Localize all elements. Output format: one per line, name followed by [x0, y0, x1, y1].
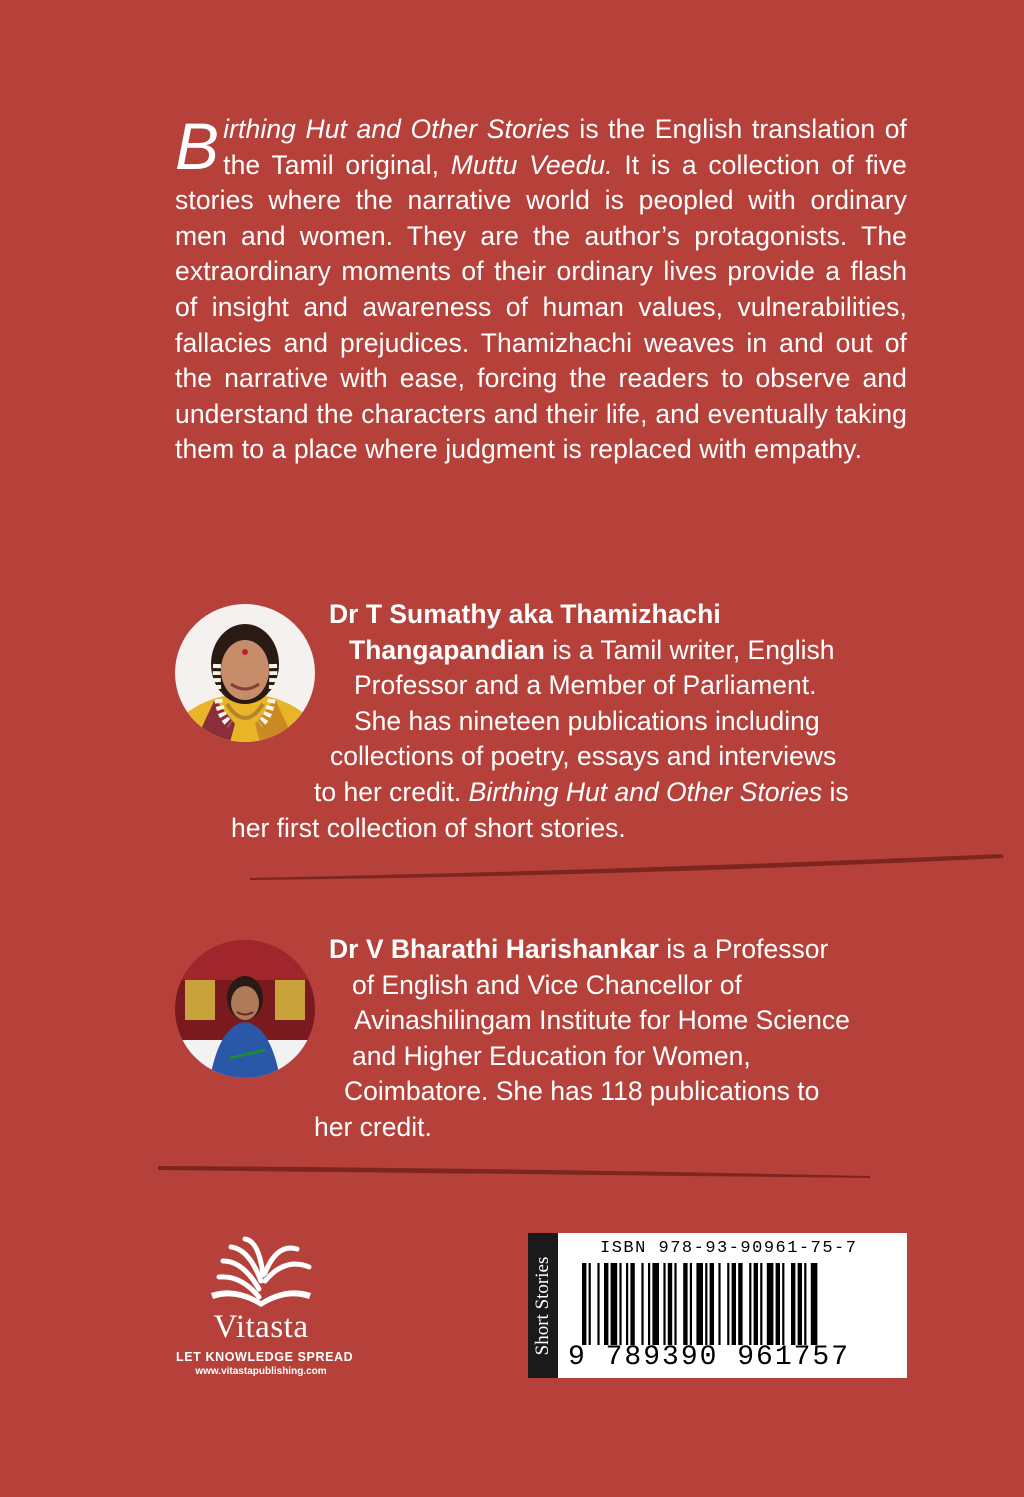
barcode-bar: [630, 1263, 634, 1345]
author1-line5: collections of poetry, essays and interviews: [330, 741, 837, 772]
author1-line7: her first collection of short stories.: [231, 812, 626, 843]
barcode-bar: [611, 1263, 618, 1345]
genre-label: Short Stories: [528, 1233, 558, 1378]
section-divider: [250, 852, 1010, 882]
section-divider: [158, 1160, 878, 1180]
publisher-name: Vitasta: [213, 1309, 309, 1345]
barcode-bar: [589, 1263, 591, 1345]
author1-name-line2: Thangapandian: [349, 634, 545, 665]
ean-digits: 9 789390 961757: [568, 1342, 851, 1373]
author2-line3: Avinashilingam Institute for Home Science: [354, 1005, 850, 1036]
author1-line3: Professor and a Member of Parliament.: [354, 670, 817, 701]
author-bio-harishankar: [0, 932, 850, 1146]
barcode-bar: [690, 1263, 692, 1345]
barcode-bar: [663, 1263, 665, 1345]
barcode-bar: [582, 1263, 586, 1345]
author1-line6-end: is: [822, 776, 849, 807]
author2-line1: is a Professor: [658, 934, 829, 964]
barcode-bar: [760, 1263, 762, 1345]
barcode-bar: [626, 1263, 628, 1345]
author1-line4: She has nineteen publications including: [354, 705, 820, 736]
barcode-bar: [668, 1263, 672, 1345]
author2-line6: her credit.: [314, 1111, 432, 1142]
blurb-text-1: is the English translation of the Tamil original,: [223, 114, 907, 180]
barcode-bar: [641, 1263, 643, 1345]
barcode-bar: [811, 1263, 818, 1345]
barcode-bar: [604, 1263, 608, 1345]
author2-name: Dr V Bharathi Harishankar: [329, 934, 659, 964]
original-title: Muttu Veedu.: [450, 149, 613, 180]
author-bio-thamizhachi: [0, 597, 849, 846]
barcode-bar: [597, 1263, 599, 1345]
isbn-text: ISBN 978-93-90961-75-7: [600, 1239, 858, 1258]
barcode-bar: [696, 1263, 703, 1345]
barcode-bar: [718, 1263, 720, 1345]
barcode-bar: [732, 1263, 736, 1345]
publisher-tagline: LET KNOWLEDGE SPREAD: [176, 1350, 354, 1364]
author1-line6-start: to her credit.: [314, 776, 469, 807]
barcode-bar: [776, 1263, 780, 1345]
barcode-bar: [648, 1263, 650, 1345]
barcode-bar: [791, 1263, 795, 1345]
barcode-bar: [804, 1263, 806, 1345]
author2-line2: of English and Vice Chancellor of: [352, 969, 742, 1000]
barcode-bar: [727, 1263, 729, 1345]
barcode-bar: [619, 1263, 621, 1345]
barcode-bar: [754, 1263, 758, 1345]
barcode-bar: [705, 1263, 707, 1345]
publisher-url: www.vitastapublishing.com: [195, 1366, 327, 1377]
book-title: irthing Hut and Other Stories: [223, 114, 570, 144]
author2-line4: and Higher Education for Women,: [352, 1040, 751, 1071]
blurb-text-2: It is a collection of five stories where the narrative world is peopled with ordinary men and women. They are the author’s protagonists. The extraordinary moments of their ordinary lives provide a flash of insight and awareness of human values, vulnerabilities, fallacies and prejudices. Thamizhachi weaves in and out of the narrative with ease, forcing the readers to observe and understand the characters and their life, and eventually taking them to a place where judgment is replaced with empathy.: [175, 149, 907, 465]
barcode-bar: [652, 1263, 659, 1345]
isbn-barcode-block: [528, 1233, 907, 1378]
barcode-bar: [782, 1263, 784, 1345]
barcode-bar: [798, 1263, 802, 1345]
barcode-bar: [710, 1263, 714, 1345]
author1-name-line1: Dr T Sumathy aka Thamizhachi: [329, 599, 721, 629]
open-book-icon: [201, 1235, 321, 1307]
barcode: [582, 1263, 882, 1345]
publisher-logo: [176, 1235, 354, 1377]
barcode-bar: [683, 1263, 687, 1345]
author1-line2: is a Tamil writer, English: [544, 634, 835, 665]
barcode-bar: [738, 1263, 742, 1345]
book-blurb: [175, 109, 907, 468]
author1-line6-title: Birthing Hut and Other Stories: [468, 776, 823, 807]
barcode-bar: [749, 1263, 751, 1345]
barcode-bar: [674, 1263, 676, 1345]
barcode-bar: [767, 1263, 774, 1345]
drop-cap: B: [175, 109, 220, 183]
author2-line5: Coimbatore. She has 118 publications to: [344, 1076, 820, 1107]
